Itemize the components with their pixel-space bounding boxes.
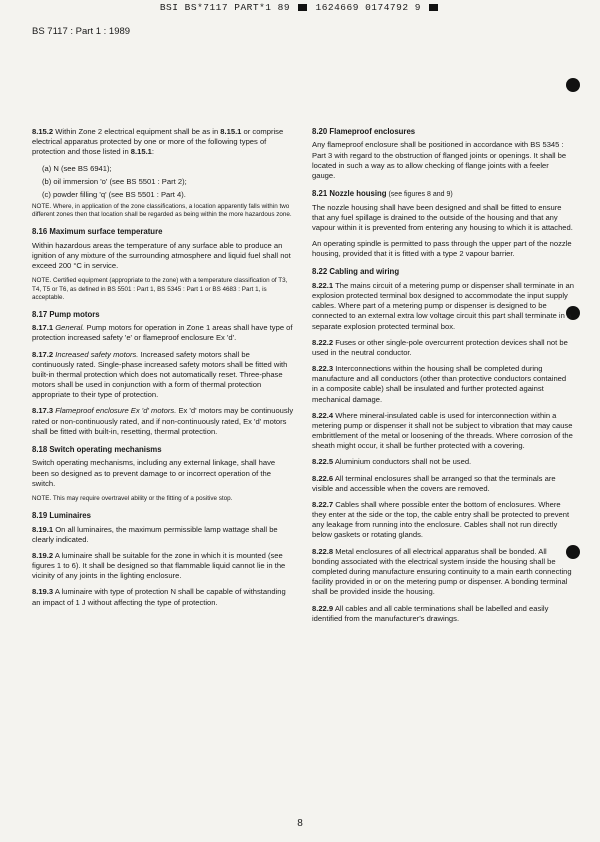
clause-8-22-1: 8.22.1 The mains circuit of a metering pump or dispenser shall terminate in an explosion protected terminal box designed to accommodate the input supply cables. Where part of a metering pump or dispenser is designed to be connected to an external extra low voltage circuit this part shall terminate in a separate explosion protected terminal box.: [312, 280, 574, 331]
scan-block-mark: [429, 4, 438, 11]
section-heading: 8.20 Flameproof enclosures: [312, 127, 416, 136]
clause-8-22-2: 8.22.2 Fuses or other single-pole overcurrent protection devices shall not be used in the neutral conductor.: [312, 337, 568, 357]
standard-identifier: BS 7117 : Part 1 : 1989: [32, 26, 131, 37]
clause-8-15-2: 8.15.2 Within Zone 2 electrical equipment shall be as in 8.15.1 or comprise electrical apparatus protected by one or more of the following types of protection and those listed in 8.15.1:: [32, 127, 284, 157]
list-item: (c) powder filling 'q' (see BS 5501 : Part 4).: [42, 189, 186, 199]
clause-8-22-6: 8.22.6 All terminal enclosures shall be arranged so that the terminals are visible and accessible when the covers are removed.: [312, 473, 556, 493]
clause-8-22-7: 8.22.7 Cables shall where possible enter the bottom of enclosures. Where they enter at the side or the top, the cable entry shall be protected to prevent any leakage from running into the enclosure. Cables shall not run directly below gaskets or rotating glands.: [312, 499, 570, 540]
clause-text: An operating spindle is permitted to pass through the upper part of the nozzle housing, provided that it is fitted with a type 2 vapour barrier.: [312, 239, 572, 259]
note: NOTE. Where, in application of the zone classifications, a location apparently falls within two different zones then that location shall be regarded as being within the more hazardous zone.: [32, 203, 292, 219]
scan-header-right: 1624669 0174792 9: [315, 2, 421, 13]
scan-header-line: [0, 0, 600, 16]
section-heading: 8.22 Cabling and wiring: [312, 267, 400, 277]
clause-8-22-4: 8.22.4 Where mineral-insulated cable is used for interconnection within a metering pump or dispenser it shall not be subject to vibration that may cause embrittlement of the metal or loosening of the threads. Where corrosion of the sheath might occur, it shall be further protected with a covering.: [312, 410, 573, 451]
clause-8-22-8: 8.22.8 Metal enclosures of all electrical apparatus shall be bonded. All bonding associated with the electrical system inside the housing shall be completed during manufacture ensuring continuity to a main earth connecting facility provided in or on the metering pump or dispenser. A bonding terminal shall be provided inside the housing.: [312, 546, 572, 597]
section-heading: 8.21 Nozzle housing (see figures 8 and 9): [312, 189, 453, 199]
note: NOTE. Certified equipment (appropriate to the zone) with a temperature classification of T3, T4, T5 or T6, as defined in BS 5501 : Part 1, BS 5345 : Part 1 or BS 4683 : Part 1, is acceptable.: [32, 277, 288, 301]
clause-8-19-2: 8.19.2 A luminaire shall be suitable for the zone in which it is mounted (see figures 1 to 6). It shall be designed so that flammable liquid cannot lie in the vicinity of any joints in the lighting enclosure.: [32, 550, 286, 581]
right-column: [312, 127, 574, 630]
clause-8-19-3: 8.19.3 A luminaire with type of protection N shall be capable of withstanding an impact of 1 J without affecting the type of protection.: [32, 587, 286, 607]
clause-8-22-9: 8.22.9 All cables and all cable terminations shall be labelled and easily identified from the manufacturer's drawings.: [312, 603, 549, 623]
list-item: (a) N (see BS 6941);: [42, 163, 112, 173]
list-item: (b) oil immersion 'o' (see BS 5501 : Part 2);: [42, 176, 187, 186]
clause-text: Within hazardous areas the temperature of any surface able to produce an ignition of any mixture of the surrounding atmosphere and liquid fuel shall not exceed 200 °C in service.: [32, 240, 291, 271]
section-heading: 8.18 Switch operating mechanisms: [32, 445, 162, 454]
clause-8-17-3: 8.17.3 Flameproof enclosure Ex 'd' motors. Ex 'd' motors may be continuously rated or non-continuously rated, and if non-continuously rated, Ex 'd' motors shall be fitted with built-in, resetting, thermal protection.: [32, 406, 294, 436]
section-heading: 8.19 Luminaires: [32, 511, 91, 521]
scan-block-mark: [298, 4, 307, 11]
left-column: [32, 127, 294, 614]
page-number: 8: [297, 818, 303, 829]
clause-text: The nozzle housing shall have been designed and shall be fitted to ensure that any fuel spillage is drained to the outside of the housing and that any vapour within it is prevented from entering any housing to which it is attached.: [312, 202, 573, 232]
scan-header-left: BSI BS*7117 PART*1 89: [159, 2, 291, 13]
clause-8-17-1: 8.17.1 General. Pump motors for operation in Zone 1 areas shall have type of protection increased safety 'e' or flameproof enclosure Ex 'd'.: [32, 323, 293, 343]
clause-8-22-3: 8.22.3 Interconnections within the housing shall be completed during manufacture and all conductors (other than protective conductors contained in a composite cable) shall be insulated and further protected against mechanical damage.: [312, 364, 567, 404]
clause-text: Switch operating mechanisms, including any external linkage, shall have been so designed as to prevent damage to or incorrect operation of the switch.: [32, 458, 276, 488]
clause-8-22-5: 8.22.5 Aluminium conductors shall not be used.: [312, 457, 472, 467]
section-heading: 8.17 Pump motors: [32, 309, 100, 319]
section-heading: 8.16 Maximum surface temperature: [32, 227, 163, 237]
clause-8-19-1: 8.19.1 On all luminaires, the maximum permissible lamp wattage shall be clearly indicated.: [32, 524, 278, 544]
clause-8-17-2: 8.17.2 Increased safety motors. Increased safety motors shall be continuously rated. Single-phase increased safety motors shall be fitted with built-in thermal protection which does not automatically reset. Three-phase motors shall be used in conjunction with a form of thermal protection appropriate to their type of protection.: [32, 349, 288, 400]
clause-text: Any flameproof enclosure shall be positioned in accordance with BS 5345 : Part 3 with regard to the obstruction of flanged joints or openings. It shall be located in such a way as to allow checking of flange joints with a feeler gauge.: [312, 140, 567, 180]
punch-hole-icon: [566, 78, 580, 92]
note: NOTE. This may require overtravel ability or the fitting of a positive stop.: [32, 494, 233, 502]
